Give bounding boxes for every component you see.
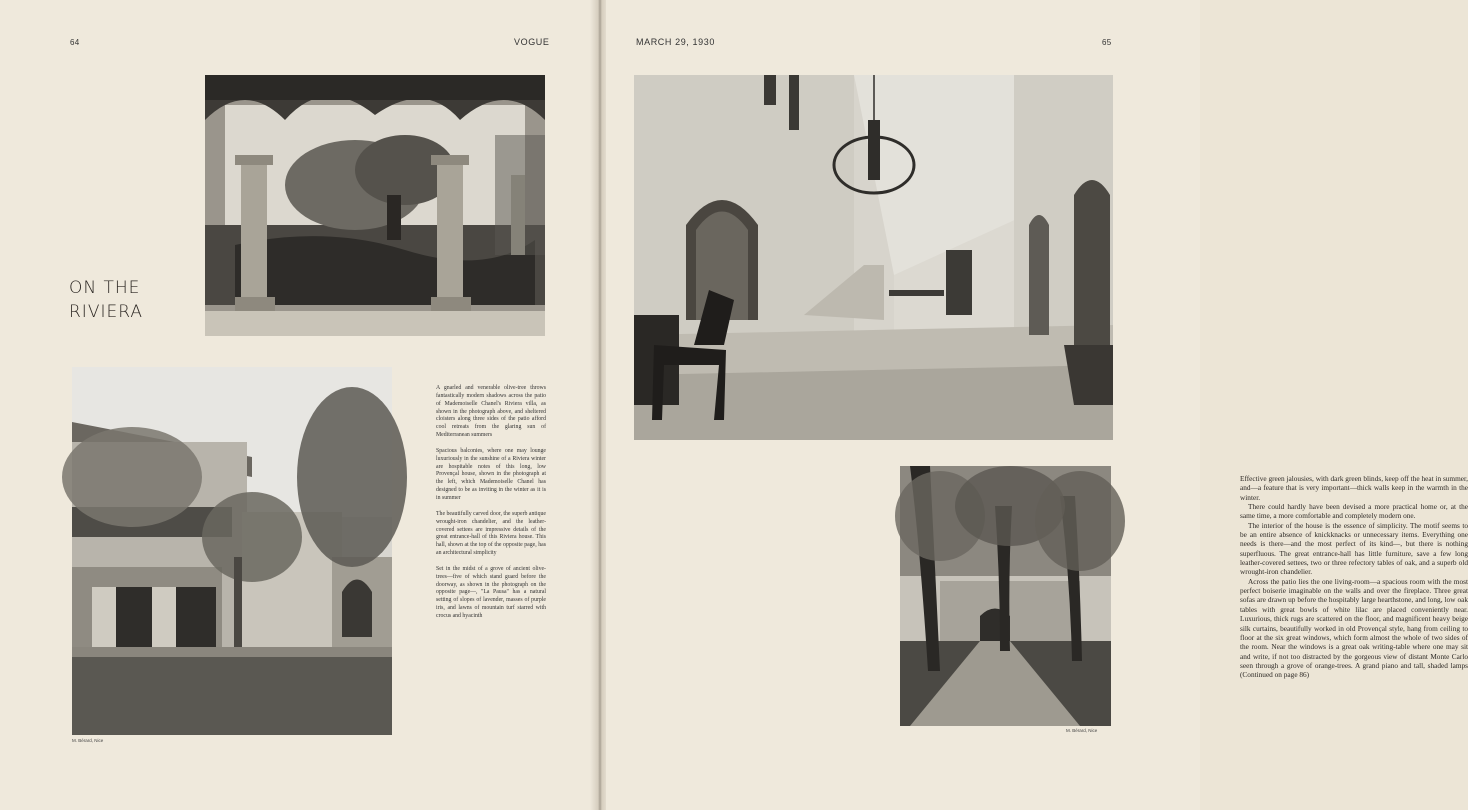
headline-line-1: ON THE <box>69 278 141 298</box>
photo-entrance-hall <box>634 75 1113 440</box>
right-page <box>606 0 1468 810</box>
article-paragraph-4: Across the patio lies the one living-room—a spacious room with the most perfect boiserie imaginable on the walls and over the fireplace. Three great sofas are drawn up before the hospitably large hearthstone, and long, low oak tables with great bowls of white lilac are placed conveniently near. Luxurious, thick rugs are scattered on the floor, and magnificent heavy beige silk curtains, beautifully worked in old Provençal style, hang from ceiling to floor at the six great windows, which form almost the whole of two sides of the room. Near the windows is a great oak writing-table where one may sit and write, if not too distracted by the gorgeous view of distant Monte Carlo seen through a grove of orange-trees. A grand piano and tall, shaded lamps (Continued on page 86) <box>1240 576 1468 680</box>
right-masthead: MARCH 29, 1930 <box>636 37 715 47</box>
photo-villa-exterior <box>72 367 392 735</box>
left-page <box>0 0 594 810</box>
photo-patio-arches <box>205 75 545 336</box>
left-page-number: 64 <box>70 38 80 47</box>
left-masthead: VOGUE <box>514 37 550 47</box>
headline-line-2: RIVIERA <box>69 302 143 322</box>
caption-olive-grove: Set in the midst of a grove of ancient olive-trees—five of which stand guard before the doorway, as shown in the photograph on the opposite page—, "La Pausa" has a natural setting of slopes of lavender, masses of purple iris, and lawns of mountain turf starred with crocus and hyacinth <box>436 565 546 619</box>
article-body <box>1240 474 1468 680</box>
caption-patio: A gnarled and venerable olive-tree throws fantastically modern shadows across the patio of Mademoiselle Chanel's Riviera villa, as shown in the photograph above, and sheltered cloisters along three sides of the patio afford cool retreats from the glaring sun of Mediterranean summers <box>436 385 546 439</box>
article-paragraph-2: There could hardly have been devised a more practical home or, at the same time, a more comfortable and completely modern one. <box>1240 502 1468 521</box>
article-headline <box>69 276 143 324</box>
right-page-number: 65 <box>1102 38 1112 47</box>
article-paragraph-3: The interior of the house is the essence of simplicity. The motif seems to be an entire absence of knickknacks or unnecessary items. Everything one needs is there—and the most perfect of its kind—, but there is nothing superfluous. The great entrance-hall has little furniture, save a few long leather-covered settees, two or three refectory tables of oak, and a superb old wrought-iron chandelier. <box>1240 520 1468 577</box>
caption-balconies: Spacious balconies, where one may lounge luxuriously in the sunshine of a Riviera winter are hospitable notes of this long, low Provençal house, shown in the photograph at the left, which Mademoiselle Chanel has designed to be as inviting in the winter as it is in summer <box>436 447 546 501</box>
photo-credit-right: M. Bérard, Nice <box>1066 728 1098 733</box>
photo-credit-left: M. Bérard, Nice <box>72 738 104 743</box>
photo-olive-grove <box>900 466 1111 726</box>
article-paragraph-1: Effective green jalousies, with dark green blinds, keep off the heat in summer, and—a feature that is very important—thick walls keep in the warmth in the winter. <box>1240 474 1468 502</box>
captions-column <box>436 385 546 629</box>
caption-entrance-hall: The beautifully carved door, the superb antique wrought-iron chandelier, and the leather-covered settees are impressive details of the great entrance-hall of this Riviera house. This hall, shown at the top of the opposite page, has an architectural simplicity <box>436 510 546 557</box>
